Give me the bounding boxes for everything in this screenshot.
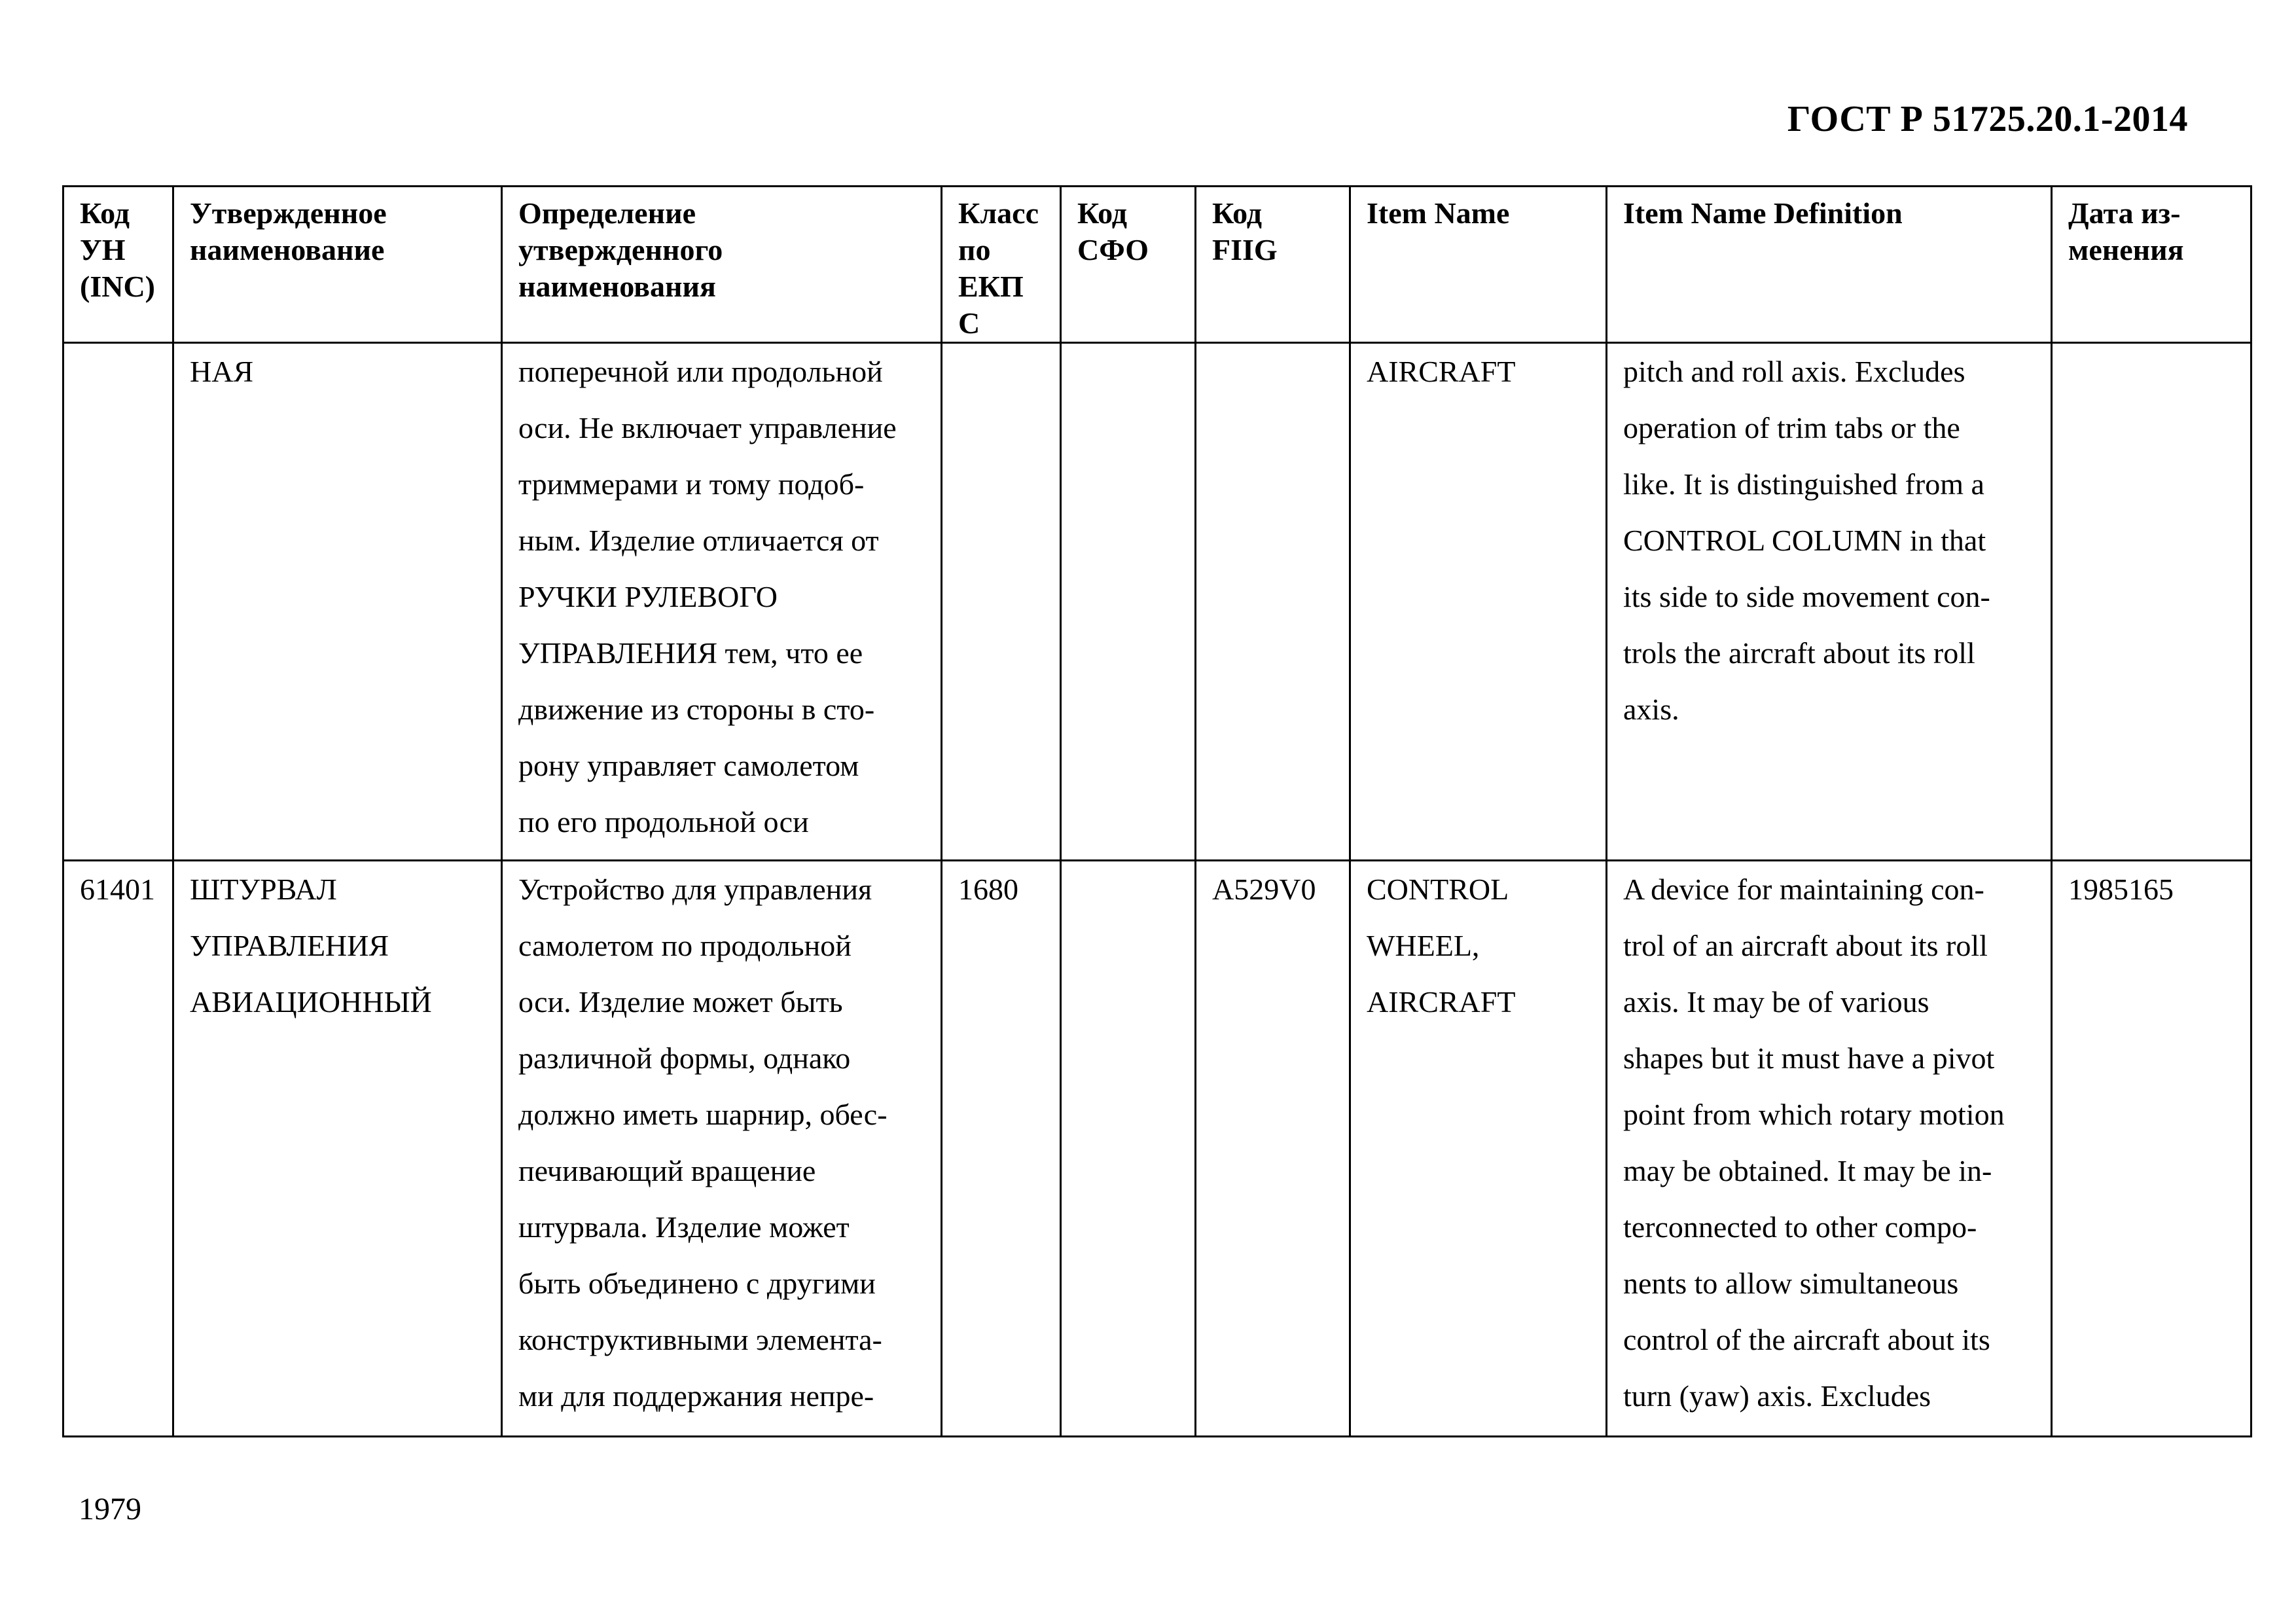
cell-item-name: AIRCRAFT	[1350, 343, 1607, 861]
header-class: Класс по ЕКП С	[942, 187, 1061, 343]
cell-class: 1680	[942, 860, 1061, 1436]
header-change-date: Дата из- менения	[2052, 187, 2251, 343]
table-header-row	[63, 187, 2251, 343]
header-sfo-code: Код СФО	[1061, 187, 1196, 343]
cell-sfo-code	[1061, 860, 1196, 1436]
cell-inc-code: 61401	[63, 860, 173, 1436]
cell-fiig-code: A529V0	[1196, 860, 1350, 1436]
cell-inc-code	[63, 343, 173, 861]
cell-item-name-definition: pitch and roll axis. Excludes operation of trim tabs or the like. It is distinguished from a CONTROL COLUMN in that its side to side movement con- trols the aircraft about its roll axis.	[1607, 343, 2052, 861]
cell-approved-name: ШТУРВАЛ УПРАВЛЕНИЯ АВИАЦИОННЫЙ	[173, 860, 502, 1436]
header-fiig-code: Код FIIG	[1196, 187, 1350, 343]
header-item-name-definition: Item Name Definition	[1607, 187, 2052, 343]
cell-change-date	[2052, 343, 2251, 861]
page-number: 1979	[79, 1492, 141, 1526]
cell-name-definition: Устройство для управления самолетом по продольной оси. Изделие может быть различной формы, однако должно иметь шарнир, обес- печивающий вращение штурвала. Изделие может быть объединено с другими конструктивными элемента- ми для поддержания непре-	[502, 860, 942, 1436]
header-name-definition: Определение утвержденного наименования	[502, 187, 942, 343]
cell-fiig-code	[1196, 343, 1350, 861]
cell-change-date: 1985165	[2052, 860, 2251, 1436]
standard-code: ГОСТ Р 51725.20.1-2014	[1787, 99, 2188, 139]
table-row	[63, 860, 2251, 1436]
nomenclature-table	[62, 185, 2252, 1437]
cell-sfo-code	[1061, 343, 1196, 861]
cell-item-name-definition: A device for maintaining con- trol of an aircraft about its roll axis. It may be of various shapes but it must have a pivot point from which rotary motion may be obtained. It may be in- terconnected to other compo- nents to allow simultaneous control of the aircraft about its turn (yaw) axis. Excludes	[1607, 860, 2052, 1436]
table-row	[63, 343, 2251, 861]
cell-approved-name: НАЯ	[173, 343, 502, 861]
header-approved-name: Утвержденное наименование	[173, 187, 502, 343]
header-inc-code: Код УН (INC)	[63, 187, 173, 343]
cell-class	[942, 343, 1061, 861]
header-item-name: Item Name	[1350, 187, 1607, 343]
cell-name-definition: поперечной или продольной оси. Не включает управление триммерами и тому подоб- ным. Изделие отличается от РУЧКИ РУЛЕВОГО УПРАВЛЕНИЯ тем, что ее движение из стороны в сто- рону управляет самолетом по его продольной оси	[502, 343, 942, 861]
cell-item-name: CONTROL WHEEL, AIRCRAFT	[1350, 860, 1607, 1436]
